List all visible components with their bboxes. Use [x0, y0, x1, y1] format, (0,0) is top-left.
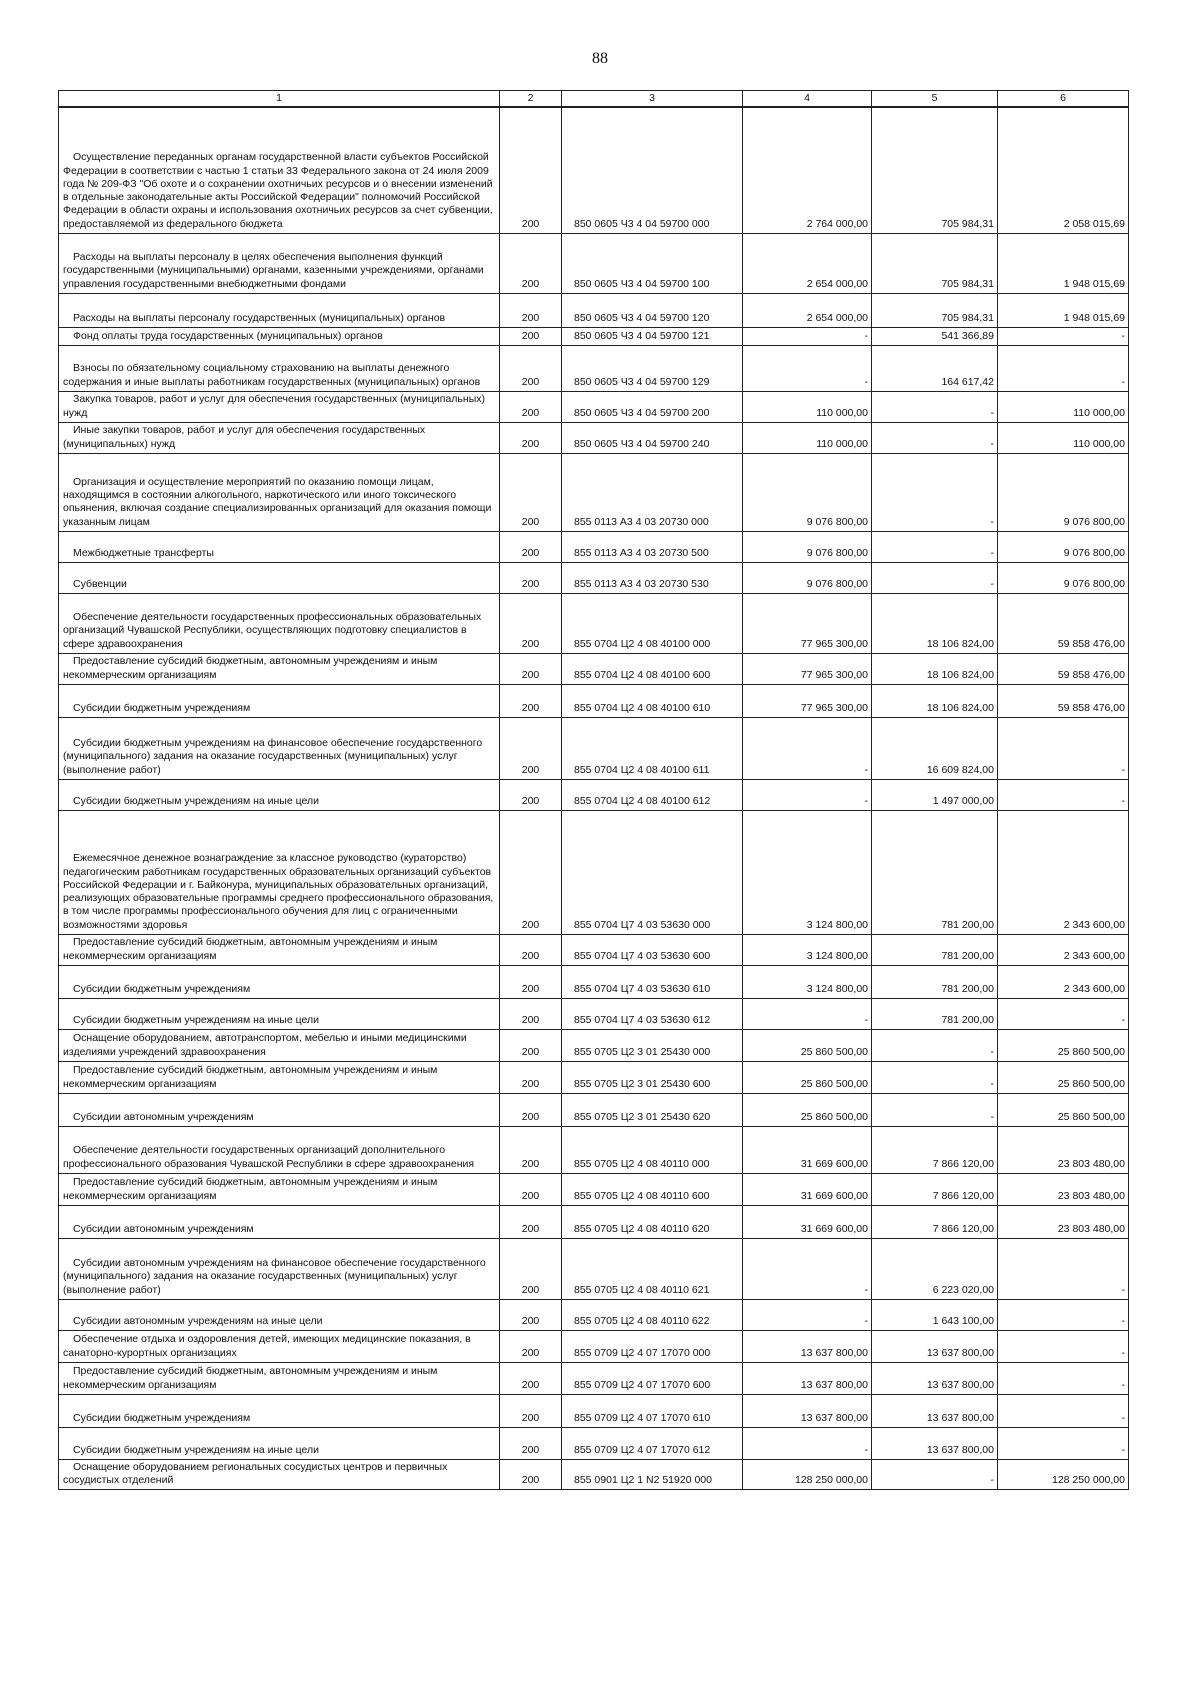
row-value-col4: -: [743, 345, 872, 391]
row-description: [59, 998, 500, 1029]
row-description-text: Расходы на выплаты персоналу в целях обеспечения выполнения функций государственными (муниципальными) органами, казенными учреждениями, органами управления государственными внебюджетными фондами: [63, 251, 484, 290]
row-value-col6: -: [998, 1427, 1129, 1459]
row-value-col4: 110 000,00: [743, 422, 872, 453]
row-description-text: Межбюджетные трансферты: [73, 546, 214, 559]
row-value-col5: 18 106 824,00: [872, 684, 998, 717]
row-budget-code: 850 0605 Ч3 4 04 59700 121: [562, 327, 743, 345]
budget-table-container: [58, 90, 1128, 1490]
row-code-col2: 200: [500, 998, 562, 1029]
row-value-col6: 25 860 500,00: [998, 1061, 1129, 1093]
row-value-col6: 23 803 480,00: [998, 1126, 1129, 1173]
row-description: [59, 422, 500, 453]
row-description-text: Обеспечение деятельности государственных организаций дополнительного профессионального образования Чувашской Республики в сфере здравоохранения: [63, 1144, 475, 1170]
row-code-col2: 200: [500, 422, 562, 453]
table-row: [59, 1029, 1129, 1061]
row-value-col6: -: [998, 1362, 1129, 1394]
table-row: [59, 998, 1129, 1029]
row-description: [59, 1093, 500, 1126]
row-description-text: Осуществление переданных органам государственной власти субъектов Российской Федерации в соответствии с частью 1 статьи 33 Федерального закона от 24 июля 2009 года № 209-ФЗ "Об охоте и о сохранении охотничьих ресурсов и о внесении изменений в отдельные законодательные акты Российской Федерации" полномочий Российской Федерации в области охраны и использования охотничьих ресурсов за счет субвенции, предоставляемой из федерального бюджета: [63, 151, 493, 230]
row-value-col5: 781 200,00: [872, 934, 998, 965]
row-value-col6: 2 343 600,00: [998, 810, 1129, 934]
row-value-col5: 13 637 800,00: [872, 1330, 998, 1362]
table-row: [59, 1330, 1129, 1362]
row-value-col6: 25 860 500,00: [998, 1029, 1129, 1061]
row-budget-code: 855 0705 Ц2 3 01 25430 000: [562, 1029, 743, 1061]
row-value-col4: 25 860 500,00: [743, 1093, 872, 1126]
row-value-col5: 164 617,42: [872, 345, 998, 391]
row-value-col6: 59 858 476,00: [998, 684, 1129, 717]
row-value-col4: 3 124 800,00: [743, 965, 872, 998]
row-value-col4: 13 637 800,00: [743, 1394, 872, 1427]
row-code-col2: 200: [500, 1029, 562, 1061]
row-value-col4: 3 124 800,00: [743, 934, 872, 965]
row-value-col5: -: [872, 531, 998, 562]
row-description-text: Субсидии бюджетным учреждениям: [73, 982, 251, 995]
row-value-col5: 18 106 824,00: [872, 653, 998, 684]
row-budget-code: 855 0704 Ц2 4 08 40100 611: [562, 717, 743, 779]
row-code-col2: 200: [500, 653, 562, 684]
row-description: [59, 1205, 500, 1238]
row-code-col2: 200: [500, 1173, 562, 1205]
row-budget-code: 855 0709 Ц2 4 07 17070 000: [562, 1330, 743, 1362]
row-value-col5: 1 497 000,00: [872, 779, 998, 810]
budget-table: [58, 90, 1129, 1490]
row-value-col5: 781 200,00: [872, 965, 998, 998]
row-value-col5: -: [872, 1029, 998, 1061]
table-row: [59, 391, 1129, 422]
row-description-text: Субсидии бюджетным учреждениям на иные цели: [73, 1013, 319, 1026]
row-budget-code: 855 0705 Ц2 4 08 40110 622: [562, 1299, 743, 1330]
row-description-text: Предоставление субсидий бюджетным, автономным учреждениям и иным некоммерческим организациям: [63, 1176, 438, 1202]
row-budget-code: 855 0709 Ц2 4 07 17070 610: [562, 1394, 743, 1427]
row-description: [59, 653, 500, 684]
row-value-col5: 7 866 120,00: [872, 1205, 998, 1238]
row-value-col4: 2 764 000,00: [743, 107, 872, 233]
row-value-col4: 13 637 800,00: [743, 1330, 872, 1362]
table-row: [59, 965, 1129, 998]
row-code-col2: 200: [500, 593, 562, 653]
row-budget-code: 855 0709 Ц2 4 07 17070 600: [562, 1362, 743, 1394]
row-value-col4: 25 860 500,00: [743, 1029, 872, 1061]
row-budget-code: 855 0709 Ц2 4 07 17070 612: [562, 1427, 743, 1459]
row-budget-code: 855 0113 А3 4 03 20730 000: [562, 453, 743, 531]
row-code-col2: 200: [500, 684, 562, 717]
row-description: [59, 327, 500, 345]
row-description-text: Фонд оплаты труда государственных (муниципальных) органов: [73, 329, 383, 342]
row-description-text: Предоставление субсидий бюджетным, автономным учреждениям и иным некоммерческим организациям: [63, 936, 438, 962]
row-description-text: Субсидии бюджетным учреждениям: [73, 1411, 251, 1424]
row-value-col5: 705 984,31: [872, 293, 998, 327]
column-number-header: 4: [743, 91, 872, 108]
row-description-text: Предоставление субсидий бюджетным, автономным учреждениям и иным некоммерческим организациям: [63, 1365, 438, 1391]
table-row: [59, 1394, 1129, 1427]
row-description-text: Предоставление субсидий бюджетным, автономным учреждениям и иным некоммерческим организациям: [63, 655, 438, 681]
row-code-col2: 200: [500, 293, 562, 327]
row-description: [59, 1362, 500, 1394]
row-code-col2: 200: [500, 717, 562, 779]
row-budget-code: 855 0705 Ц2 4 08 40110 620: [562, 1205, 743, 1238]
row-description: [59, 562, 500, 593]
row-value-col6: -: [998, 998, 1129, 1029]
row-description: [59, 593, 500, 653]
table-row: [59, 779, 1129, 810]
row-code-col2: 200: [500, 934, 562, 965]
row-description: [59, 391, 500, 422]
row-value-col5: 13 637 800,00: [872, 1394, 998, 1427]
row-code-col2: 200: [500, 779, 562, 810]
row-description: [59, 1459, 500, 1489]
row-description: [59, 684, 500, 717]
row-description-text: Иные закупки товаров, работ и услуг для обеспечения государственных (муниципальных) нужд: [63, 424, 426, 450]
row-value-col5: 1 643 100,00: [872, 1299, 998, 1330]
row-code-col2: 200: [500, 965, 562, 998]
row-value-col4: 77 965 300,00: [743, 653, 872, 684]
table-row: [59, 327, 1129, 345]
row-value-col4: 9 076 800,00: [743, 562, 872, 593]
row-value-col4: -: [743, 327, 872, 345]
row-description-text: Организация и осуществление мероприятий по оказанию помощи лицам, находящимся в состоянии алкогольного, наркотического или иного токсического опьянения, включая создание специализированных организаций для оказания помощи указанным лицам: [63, 475, 492, 528]
row-description-text: Субсидии бюджетным учреждениям на иные цели: [73, 794, 319, 807]
row-code-col2: 200: [500, 1427, 562, 1459]
row-description-text: Закупка товаров, работ и услуг для обеспечения государственных (муниципальных) нужд: [63, 393, 485, 419]
row-budget-code: 855 0704 Ц2 4 08 40100 600: [562, 653, 743, 684]
row-value-col5: 705 984,31: [872, 107, 998, 233]
row-value-col6: 128 250 000,00: [998, 1459, 1129, 1489]
table-row: [59, 1093, 1129, 1126]
row-value-col6: -: [998, 1330, 1129, 1362]
row-budget-code: 855 0704 Ц7 4 03 53630 612: [562, 998, 743, 1029]
row-value-col4: 3 124 800,00: [743, 810, 872, 934]
row-value-col6: 2 058 015,69: [998, 107, 1129, 233]
row-budget-code: 850 0605 Ч3 4 04 59700 120: [562, 293, 743, 327]
table-row: [59, 1173, 1129, 1205]
row-description: [59, 1173, 500, 1205]
row-value-col4: 2 654 000,00: [743, 293, 872, 327]
row-value-col4: 9 076 800,00: [743, 453, 872, 531]
row-code-col2: 200: [500, 1362, 562, 1394]
row-value-col6: -: [998, 1238, 1129, 1299]
table-row: [59, 453, 1129, 531]
table-row: [59, 717, 1129, 779]
row-budget-code: 855 0705 Ц2 3 01 25430 600: [562, 1061, 743, 1093]
row-description-text: Субсидии бюджетным учреждениям на финансовое обеспечение государственного (муниципального) задания на оказание государственных (муниципальных) услуг (выполнение работ): [63, 737, 483, 776]
row-code-col2: 200: [500, 562, 562, 593]
row-value-col4: 25 860 500,00: [743, 1061, 872, 1093]
row-value-col6: -: [998, 779, 1129, 810]
row-value-col5: -: [872, 1459, 998, 1489]
row-value-col5: 18 106 824,00: [872, 593, 998, 653]
row-code-col2: 200: [500, 531, 562, 562]
row-value-col4: 31 669 600,00: [743, 1205, 872, 1238]
row-code-col2: 200: [500, 1299, 562, 1330]
table-row: [59, 684, 1129, 717]
row-description: [59, 779, 500, 810]
row-code-col2: 200: [500, 810, 562, 934]
table-row: [59, 1238, 1129, 1299]
row-value-col5: 6 223 020,00: [872, 1238, 998, 1299]
row-value-col6: 59 858 476,00: [998, 593, 1129, 653]
table-row: [59, 345, 1129, 391]
row-description-text: Субсидии автономным учреждениям: [73, 1222, 254, 1235]
row-description: [59, 453, 500, 531]
row-description: [59, 717, 500, 779]
row-value-col4: -: [743, 1238, 872, 1299]
row-value-col5: -: [872, 1093, 998, 1126]
row-value-col5: -: [872, 1061, 998, 1093]
row-description: [59, 531, 500, 562]
row-value-col6: 1 948 015,69: [998, 233, 1129, 293]
row-code-col2: 200: [500, 107, 562, 233]
row-description: [59, 233, 500, 293]
row-value-col5: 781 200,00: [872, 998, 998, 1029]
row-budget-code: 855 0113 А3 4 03 20730 530: [562, 562, 743, 593]
row-value-col4: 31 669 600,00: [743, 1173, 872, 1205]
column-number-header: 1: [59, 91, 500, 108]
table-row: [59, 1126, 1129, 1173]
row-value-col4: -: [743, 1299, 872, 1330]
row-budget-code: 855 0704 Ц7 4 03 53630 600: [562, 934, 743, 965]
table-row: [59, 1299, 1129, 1330]
table-row: [59, 422, 1129, 453]
row-value-col5: 7 866 120,00: [872, 1126, 998, 1173]
row-description-text: Субсидии бюджетным учреждениям на иные цели: [73, 1443, 319, 1456]
row-description-text: Субсидии автономным учреждениям на иные цели: [73, 1314, 323, 1327]
row-budget-code: 850 0605 Ч3 4 04 59700 240: [562, 422, 743, 453]
row-description-text: Обеспечение деятельности государственных профессиональных образовательных организаций Чувашской Республики, осуществляющих подготовку специалистов в сфере здравоохранения: [63, 611, 482, 650]
row-budget-code: 855 0704 Ц2 4 08 40100 610: [562, 684, 743, 717]
row-value-col5: 7 866 120,00: [872, 1173, 998, 1205]
row-code-col2: 200: [500, 1205, 562, 1238]
row-code-col2: 200: [500, 453, 562, 531]
row-value-col5: 781 200,00: [872, 810, 998, 934]
row-description-text: Ежемесячное денежное вознаграждение за классное руководство (кураторство) педагогическим работникам государственных образовательных организаций субъектов Российской Федерации и г. Байконура, муниципальных образовательных организаций, реализующих образовательные программы среднего профессионального образования, в том числе программы профессионального обучения для лиц с ограниченными возможностями здоровья: [63, 852, 494, 931]
row-budget-code: 855 0704 Ц7 4 03 53630 000: [562, 810, 743, 934]
row-code-col2: 200: [500, 1061, 562, 1093]
row-code-col2: 200: [500, 1126, 562, 1173]
row-value-col4: 110 000,00: [743, 391, 872, 422]
row-code-col2: 200: [500, 391, 562, 422]
row-budget-code: 855 0704 Ц2 4 08 40100 000: [562, 593, 743, 653]
row-value-col4: 77 965 300,00: [743, 684, 872, 717]
row-budget-code: 855 0704 Ц7 4 03 53630 610: [562, 965, 743, 998]
row-budget-code: 855 0113 А3 4 03 20730 500: [562, 531, 743, 562]
row-value-col4: 13 637 800,00: [743, 1362, 872, 1394]
row-budget-code: 850 0605 Ч3 4 04 59700 100: [562, 233, 743, 293]
row-budget-code: 855 0705 Ц2 3 01 25430 620: [562, 1093, 743, 1126]
row-description: [59, 1238, 500, 1299]
row-value-col6: 59 858 476,00: [998, 653, 1129, 684]
row-description-text: Оснащение оборудованием, автотранспортом, мебелью и иными медицинскими изделиями учреждений здравоохранения: [63, 1032, 467, 1058]
row-description-text: Предоставление субсидий бюджетным, автономным учреждениям и иным некоммерческим организациям: [63, 1064, 438, 1090]
row-description: [59, 965, 500, 998]
row-value-col6: 9 076 800,00: [998, 531, 1129, 562]
column-number-row: [59, 91, 1129, 108]
row-value-col5: 13 637 800,00: [872, 1427, 998, 1459]
row-value-col4: -: [743, 998, 872, 1029]
row-code-col2: 200: [500, 327, 562, 345]
column-number-header: 5: [872, 91, 998, 108]
table-row: [59, 593, 1129, 653]
row-description-text: Субвенции: [73, 577, 127, 590]
table-row: [59, 293, 1129, 327]
row-value-col4: 9 076 800,00: [743, 531, 872, 562]
row-description: [59, 1427, 500, 1459]
row-description: [59, 345, 500, 391]
row-budget-code: 850 0605 Ч3 4 04 59700 200: [562, 391, 743, 422]
row-value-col5: -: [872, 453, 998, 531]
row-budget-code: 855 0705 Ц2 4 08 40110 621: [562, 1238, 743, 1299]
row-value-col6: -: [998, 1394, 1129, 1427]
row-description: [59, 1394, 500, 1427]
table-row: [59, 934, 1129, 965]
row-description: [59, 810, 500, 934]
row-value-col6: 110 000,00: [998, 422, 1129, 453]
row-value-col4: -: [743, 717, 872, 779]
row-budget-code: 855 0705 Ц2 4 08 40110 600: [562, 1173, 743, 1205]
row-description-text: Субсидии бюджетным учреждениям: [73, 701, 251, 714]
row-value-col5: -: [872, 422, 998, 453]
row-value-col5: 16 609 824,00: [872, 717, 998, 779]
row-description-text: Взносы по обязательному социальному страхованию на выплаты денежного содержания и иные выплаты работникам государственных (муниципальных) органов: [63, 362, 481, 388]
row-code-col2: 200: [500, 1330, 562, 1362]
row-value-col6: 23 803 480,00: [998, 1205, 1129, 1238]
row-code-col2: 200: [500, 345, 562, 391]
column-number-header: 6: [998, 91, 1129, 108]
table-row: [59, 107, 1129, 233]
table-row: [59, 233, 1129, 293]
row-value-col4: 2 654 000,00: [743, 233, 872, 293]
row-description: [59, 1029, 500, 1061]
row-description: [59, 293, 500, 327]
row-value-col6: -: [998, 717, 1129, 779]
row-value-col5: -: [872, 391, 998, 422]
row-value-col6: 1 948 015,69: [998, 293, 1129, 327]
table-row: [59, 1205, 1129, 1238]
column-number-header: 2: [500, 91, 562, 108]
table-row: [59, 653, 1129, 684]
row-budget-code: 850 0605 Ч3 4 04 59700 000: [562, 107, 743, 233]
row-description: [59, 1330, 500, 1362]
row-budget-code: 855 0704 Ц2 4 08 40100 612: [562, 779, 743, 810]
row-description-text: Субсидии автономным учреждениям: [73, 1110, 254, 1123]
table-row: [59, 1427, 1129, 1459]
row-value-col6: 9 076 800,00: [998, 562, 1129, 593]
row-description: [59, 1061, 500, 1093]
row-code-col2: 200: [500, 233, 562, 293]
row-description-text: Расходы на выплаты персоналу государственных (муниципальных) органов: [73, 311, 446, 324]
row-budget-code: 855 0901 Ц2 1 N2 51920 000: [562, 1459, 743, 1489]
row-code-col2: 200: [500, 1459, 562, 1489]
table-row: [59, 1061, 1129, 1093]
row-description-text: Оснащение оборудованием региональных сосудистых центров и первичных сосудистых отделений: [63, 1460, 448, 1486]
row-value-col4: -: [743, 1427, 872, 1459]
row-description: [59, 934, 500, 965]
row-value-col6: 2 343 600,00: [998, 965, 1129, 998]
row-value-col4: 128 250 000,00: [743, 1459, 872, 1489]
table-row: [59, 1459, 1129, 1489]
row-description: [59, 107, 500, 233]
row-value-col6: 110 000,00: [998, 391, 1129, 422]
row-value-col6: -: [998, 345, 1129, 391]
row-value-col6: -: [998, 327, 1129, 345]
row-value-col4: 77 965 300,00: [743, 593, 872, 653]
row-value-col5: 13 637 800,00: [872, 1362, 998, 1394]
row-description: [59, 1299, 500, 1330]
row-code-col2: 200: [500, 1093, 562, 1126]
table-row: [59, 562, 1129, 593]
page-number: 88: [592, 50, 608, 67]
row-value-col5: -: [872, 562, 998, 593]
row-value-col5: 705 984,31: [872, 233, 998, 293]
row-value-col6: 25 860 500,00: [998, 1093, 1129, 1126]
row-budget-code: 850 0605 Ч3 4 04 59700 129: [562, 345, 743, 391]
table-row: [59, 810, 1129, 934]
row-value-col6: -: [998, 1299, 1129, 1330]
row-description: [59, 1126, 500, 1173]
column-number-header: 3: [562, 91, 743, 108]
row-value-col6: 2 343 600,00: [998, 934, 1129, 965]
row-value-col4: -: [743, 779, 872, 810]
row-code-col2: 200: [500, 1394, 562, 1427]
row-description-text: Субсидии автономным учреждениям на финансовое обеспечение государственного (муниципального) задания на оказание государственных (муниципальных) услуг (выполнение работ): [63, 1257, 486, 1296]
row-value-col5: 541 366,89: [872, 327, 998, 345]
row-code-col2: 200: [500, 1238, 562, 1299]
row-value-col6: 23 803 480,00: [998, 1173, 1129, 1205]
table-row: [59, 531, 1129, 562]
row-description-text: Обеспечение отдыха и оздоровления детей, имеющих медицинские показания, в санаторно-курортных организациях: [63, 1333, 471, 1359]
row-budget-code: 855 0705 Ц2 4 08 40110 000: [562, 1126, 743, 1173]
row-value-col6: 9 076 800,00: [998, 453, 1129, 531]
table-row: [59, 1362, 1129, 1394]
row-value-col4: 31 669 600,00: [743, 1126, 872, 1173]
